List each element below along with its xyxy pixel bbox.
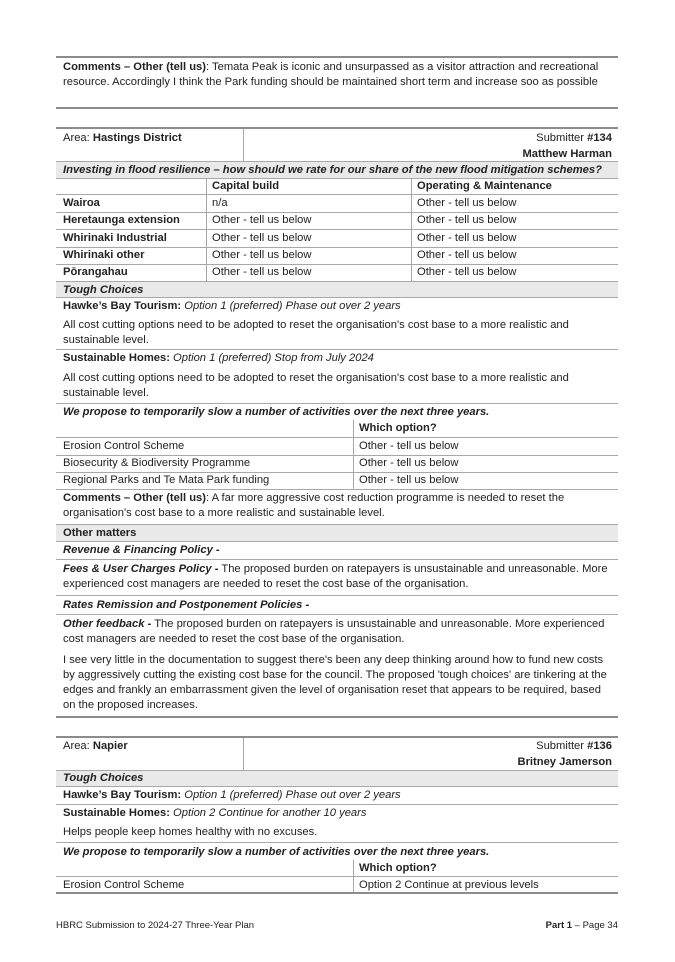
- rule: [56, 786, 618, 787]
- rule: [56, 559, 618, 560]
- col-header-capital: Capital build: [212, 180, 280, 192]
- hbt-comment: All cost cutting options need to be adopted to reset the organisation's cost base to a more realistic and sustainable level.: [63, 319, 569, 346]
- other-matters-heading: Other matters: [63, 527, 137, 539]
- area-field: Area: Napier: [63, 740, 128, 752]
- sh-comment: All cost cutting options need to be adopted to reset the organisation's cost base to a more realistic and sustainable level.: [63, 372, 569, 399]
- submitter-number: Submitter #134: [536, 132, 612, 144]
- rule: [56, 804, 618, 805]
- hbt-choice: Hawke’s Bay Tourism: Option 1 (preferred) Phase out over 2 years: [63, 300, 401, 312]
- rule: [56, 349, 618, 350]
- rule: [56, 437, 618, 438]
- rule: [56, 229, 618, 230]
- rule: [56, 541, 618, 542]
- rule: [56, 264, 618, 265]
- rule: [56, 489, 618, 490]
- footer-page: Part 1 – Page 34: [545, 920, 618, 931]
- rule: [56, 842, 618, 843]
- submitter-name: Matthew Harman: [522, 148, 612, 160]
- section-shade: [56, 525, 618, 541]
- submitter-name: Britney Jamerson: [517, 756, 612, 768]
- rule: [56, 736, 618, 738]
- divider: [243, 129, 244, 161]
- area-field: Area: Hastings District: [63, 132, 182, 144]
- which-option-header: Which option?: [359, 422, 437, 434]
- rule: [56, 297, 618, 298]
- fees-policy: Fees & User Charges Policy - The proposed burden on ratepayers is unsustainable and unreasonable. More experienced cost managers are needed to reset the cost base of the organisation.: [63, 563, 608, 590]
- rule: [56, 595, 618, 596]
- rule: [56, 876, 618, 877]
- sh-comment: Helps people keep homes healthy with no excuses.: [63, 826, 318, 838]
- flood-heading: Investing in flood resilience – how should we rate for our share of the new flood mitigation schemes?: [63, 164, 602, 176]
- rule: [56, 107, 618, 109]
- long-comment: I see very little in the documentation to suggest there's been any deep thinking around how to fund new costs by aggressively cutting the existing cost base for the council. The proposed 'tough choices' are tinkering at the edges and frankly an embarrassment given the level of organisation reset that appears to be required, based on the proposed increases.: [63, 654, 607, 711]
- sh-choice: Sustainable Homes: Option 2 Continue for another 10 years: [63, 807, 367, 819]
- hbt-choice: Hawke’s Bay Tourism: Option 1 (preferred) Phase out over 2 years: [63, 789, 401, 801]
- tough-choices-heading: Tough Choices: [63, 284, 144, 296]
- rule: [56, 194, 618, 195]
- footer-title: HBRC Submission to 2024-27 Three-Year Plan: [56, 920, 255, 931]
- which-option-header: Which option?: [359, 862, 437, 874]
- rule: [56, 614, 618, 615]
- rule: [56, 892, 618, 894]
- col-header-opm: Operating & Maintenance: [417, 180, 552, 192]
- rule: [56, 127, 618, 129]
- revenue-policy: Revenue & Financing Policy -: [63, 544, 220, 556]
- tough-choices-heading: Tough Choices: [63, 772, 144, 784]
- rule: [56, 403, 618, 404]
- submitter-number: Submitter #136: [536, 740, 612, 752]
- sh-choice: Sustainable Homes: Option 1 (preferred) Stop from July 2024: [63, 352, 374, 364]
- slow-heading: We propose to temporarily slow a number of activities over the next three years.: [63, 406, 490, 418]
- slow-comments: Comments – Other (tell us): A far more aggressive cost reduction programme is needed to reset the organisation's cost base to a more realistic and sustainable level.: [63, 492, 565, 519]
- slow-heading: We propose to temporarily slow a number of activities over the next three years.: [63, 846, 490, 858]
- divider: [243, 738, 244, 770]
- rates-policy: Rates Remission and Postponement Policies -: [63, 599, 310, 611]
- other-feedback: Other feedback - The proposed burden on ratepayers is unsustainable and unreasonable. More experienced cost managers are needed to reset the cost base of the organisation.: [63, 618, 605, 645]
- rule: [56, 716, 618, 718]
- intro-comments: Comments – Other (tell us): Temata Peak is iconic and unsurpassed as a visitor attraction and recreational resource. Accordingly I think the Park funding should be maintained short term and increase soo as possible: [63, 61, 599, 88]
- rule: [56, 56, 618, 58]
